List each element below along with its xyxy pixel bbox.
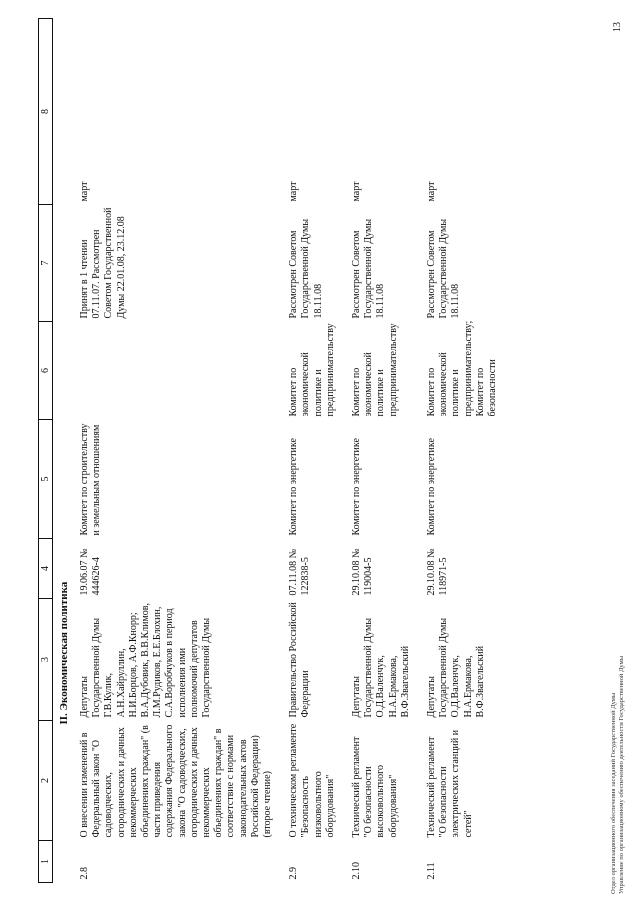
bill-author: Депутаты Государственной Думы О.Д.Валенчук, Н.А.Ермакова, В.Ф.Звагельский bbox=[426, 617, 486, 718]
bill-title: Технический регламент "О безопасности высоковольтного оборудования" bbox=[351, 736, 399, 838]
responsible-committee: Комитет по энергетике bbox=[426, 438, 438, 536]
column-number: 8 bbox=[39, 19, 53, 205]
co-executor-committee: Комитет по экономической политике и предпринимательству bbox=[288, 323, 336, 417]
consideration-status: Рассмотрен Советом Государственной Думы 18.11.08 bbox=[288, 218, 324, 319]
consideration-status: Принят в 1 чтении 07.11.07. Рассмотрен Советом Государственной Думы 22.01.08, 23.12.08 bbox=[79, 207, 127, 319]
column-number: 2 bbox=[39, 721, 53, 841]
bill-title: О техническом регламенте "Безопасность низковольтного оборудования" bbox=[288, 723, 336, 838]
responsible-committee: Комитет по строительству и земельным отношениям bbox=[79, 423, 103, 536]
co-executor-committee bbox=[75, 322, 284, 420]
bill-title: Технический регламент "О безопасности электрических станций и сетей" bbox=[426, 729, 474, 838]
row-number: 2.11 bbox=[426, 862, 438, 880]
column-number: 1 bbox=[39, 841, 53, 883]
registration-date-number: 29.10.08 № 119004-5 bbox=[351, 548, 375, 596]
table-row bbox=[75, 19, 284, 883]
consideration-status: Рассмотрен Советом Государственной Думы 18.11.08 bbox=[351, 218, 387, 319]
bill-author: Депутаты Государственной Думы О.Д.Валенчук, Н.А.Ермакова, В.Ф.Звагельский bbox=[351, 617, 411, 718]
planned-term: март bbox=[426, 181, 438, 202]
table-row bbox=[284, 19, 347, 883]
column-number: 4 bbox=[39, 539, 53, 599]
table-row bbox=[422, 19, 509, 883]
responsible-committee: Комитет по энергетике bbox=[351, 438, 363, 536]
row-number: 2.10 bbox=[351, 862, 363, 880]
column-number: 6 bbox=[39, 322, 53, 420]
registration-date-number: 29.10.08 № 118971-5 bbox=[426, 548, 450, 596]
registration-date-number: 07.11.08 № 122838-5 bbox=[288, 548, 312, 596]
planned-term: март bbox=[288, 181, 300, 202]
row-number: 2.8 bbox=[79, 867, 90, 880]
planned-term: март bbox=[351, 181, 363, 202]
legislative-plan-table bbox=[38, 18, 509, 883]
co-executor-committee: Комитет по экономической политике и предпринимательству; Комитет по безопасности bbox=[426, 320, 499, 417]
section-title: II. Экономическая политика bbox=[58, 581, 70, 725]
column-number-header bbox=[39, 19, 53, 883]
table-row bbox=[347, 19, 422, 883]
footer-directorate: Управление по организационному обеспечению деятельности Государственной Думы bbox=[618, 655, 625, 894]
document-footer bbox=[610, 656, 626, 894]
footer-department: Отдел организационного обеспечения заседаний Государственной Думы bbox=[610, 692, 617, 894]
responsible-committee: Комитет по энергетике bbox=[288, 438, 300, 536]
registration-date-number: 19.06.07 № 444626-4 bbox=[79, 548, 103, 596]
section-row bbox=[53, 19, 76, 883]
column-number: 3 bbox=[39, 599, 53, 721]
bill-title: О внесении изменений в Федеральный закон "О садоводческих, огороднических и дачных некоммерческих объединениях граждан" (в части приведения содержания Федерального закона "О садоводческих, огороднических и дачных некоммерческих объединениях граждан" в соответствие с нормами законодательных актов Российской Федерации) (второе чтение) bbox=[79, 724, 274, 838]
bill-author: Депутаты Государственной Думы Г.В.Кулик, А.Н.Хайруллин, Н.И.Борцов, А.Ф.Кнорр; В.А.Дубовик, В.В.Климов, Л.М.Рудиков, Е.Е.Блохин, С.А.Воробчуков в период исполнения ими полномочий депутатов Государственной Думы bbox=[79, 602, 213, 718]
column-number: 7 bbox=[39, 205, 53, 322]
bill-author: Правительство Российской Федерации bbox=[288, 602, 312, 718]
co-executor-committee: Комитет по экономической политике и предпринимательству bbox=[351, 323, 399, 417]
row-number: 2.9 bbox=[288, 867, 300, 880]
page-number: 13 bbox=[612, 22, 623, 32]
consideration-status: Рассмотрен Советом Государственной Думы 18.11.08 bbox=[426, 218, 462, 319]
column-number: 5 bbox=[39, 420, 53, 539]
planned-term: март bbox=[79, 181, 90, 202]
